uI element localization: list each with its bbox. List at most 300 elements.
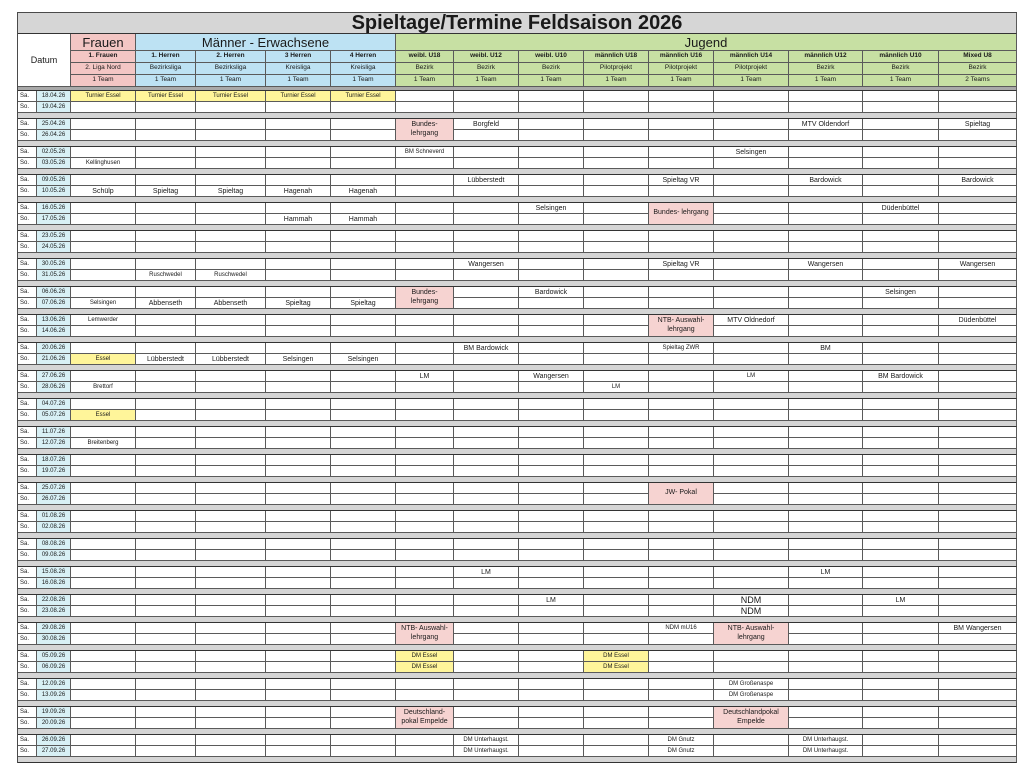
empty-cell: [519, 382, 584, 393]
empty-cell: [789, 550, 863, 561]
empty-cell: [331, 175, 396, 186]
empty-cell: [136, 539, 196, 550]
event-cell: Bardowick: [939, 175, 1017, 186]
empty-cell: [71, 259, 136, 270]
empty-cell: [863, 707, 939, 718]
empty-cell: [266, 427, 331, 438]
empty-cell: [714, 662, 789, 673]
event-cell: NTB- Auswahl- lehrgang: [396, 623, 454, 645]
event-cell: Düdenbüttel: [939, 315, 1017, 326]
day-label-so: So.: [18, 746, 37, 757]
day-label-sa: Sa.: [18, 231, 37, 242]
day-label-sa: Sa.: [18, 427, 37, 438]
date-cell: 16.08.26: [37, 578, 71, 589]
empty-cell: [71, 707, 136, 718]
empty-cell: [789, 522, 863, 533]
column-team-header: 4 Herren: [331, 51, 396, 63]
empty-cell: [863, 354, 939, 365]
empty-cell: [71, 147, 136, 158]
empty-cell: [71, 550, 136, 561]
empty-cell: [863, 175, 939, 186]
empty-cell: [136, 214, 196, 225]
date-cell: 27.06.26: [37, 371, 71, 382]
empty-cell: [196, 746, 266, 757]
empty-cell: [71, 578, 136, 589]
empty-cell: [454, 242, 519, 253]
empty-cell: [519, 158, 584, 169]
empty-cell: [789, 455, 863, 466]
empty-cell: [196, 259, 266, 270]
empty-cell: [863, 410, 939, 421]
empty-cell: [454, 595, 519, 606]
date-cell: 05.09.26: [37, 651, 71, 662]
empty-cell: [863, 606, 939, 617]
empty-cell: [331, 158, 396, 169]
column-team-header: 1. Frauen: [71, 51, 136, 63]
column-league-header: Bezirksliga: [196, 63, 266, 75]
date-cell: 05.07.26: [37, 410, 71, 421]
empty-cell: [939, 270, 1017, 281]
empty-cell: [519, 315, 584, 326]
empty-cell: [196, 578, 266, 589]
empty-cell: [266, 623, 331, 634]
empty-cell: [789, 91, 863, 102]
empty-cell: [863, 746, 939, 757]
event-cell: Selsingen: [519, 203, 584, 214]
empty-cell: [584, 119, 649, 130]
event-cell: DM Unterhaugst.: [454, 746, 519, 757]
empty-cell: [396, 399, 454, 410]
date-cell: 08.08.26: [37, 539, 71, 550]
empty-cell: [331, 242, 396, 253]
empty-cell: [714, 735, 789, 746]
empty-cell: [584, 746, 649, 757]
empty-cell: [649, 679, 714, 690]
empty-cell: [396, 203, 454, 214]
empty-cell: [454, 550, 519, 561]
empty-cell: [454, 382, 519, 393]
column-league-header: Bezirk: [519, 63, 584, 75]
empty-cell: [519, 399, 584, 410]
empty-cell: [396, 259, 454, 270]
empty-cell: [331, 662, 396, 673]
empty-cell: [396, 578, 454, 589]
empty-cell: [136, 623, 196, 634]
date-cell: 25.04.26: [37, 119, 71, 130]
empty-cell: [789, 595, 863, 606]
empty-cell: [863, 550, 939, 561]
empty-cell: [454, 522, 519, 533]
empty-cell: [714, 399, 789, 410]
empty-cell: [71, 662, 136, 673]
empty-cell: [196, 690, 266, 701]
empty-cell: [649, 158, 714, 169]
empty-cell: [196, 427, 266, 438]
event-cell: Bundes- lehrgang: [396, 119, 454, 141]
event-cell: Lübberstedt: [196, 354, 266, 365]
empty-cell: [331, 623, 396, 634]
datum-header: Datum: [18, 34, 71, 87]
empty-cell: [136, 651, 196, 662]
empty-cell: [196, 735, 266, 746]
empty-cell: [789, 679, 863, 690]
empty-cell: [331, 718, 396, 729]
empty-cell: [584, 522, 649, 533]
empty-cell: [454, 410, 519, 421]
empty-cell: [71, 735, 136, 746]
empty-cell: [454, 606, 519, 617]
empty-cell: [331, 511, 396, 522]
empty-cell: [939, 746, 1017, 757]
empty-cell: [584, 343, 649, 354]
empty-cell: [649, 707, 714, 718]
empty-cell: [266, 483, 331, 494]
day-label-sa: Sa.: [18, 371, 37, 382]
empty-cell: [331, 259, 396, 270]
empty-cell: [396, 427, 454, 438]
empty-cell: [584, 175, 649, 186]
date-cell: 30.08.26: [37, 634, 71, 645]
empty-cell: [454, 287, 519, 298]
empty-cell: [649, 662, 714, 673]
empty-cell: [649, 567, 714, 578]
empty-cell: [266, 399, 331, 410]
empty-cell: [331, 382, 396, 393]
event-cell: Selsingen: [863, 287, 939, 298]
empty-cell: [519, 550, 584, 561]
empty-cell: [584, 595, 649, 606]
empty-cell: [136, 231, 196, 242]
empty-cell: [939, 427, 1017, 438]
column-team-header: männlich U10: [863, 51, 939, 63]
empty-cell: [331, 567, 396, 578]
date-cell: 23.05.26: [37, 231, 71, 242]
day-label-so: So.: [18, 718, 37, 729]
empty-cell: [196, 522, 266, 533]
empty-cell: [939, 735, 1017, 746]
empty-cell: [714, 539, 789, 550]
event-cell: Spieltag VR: [649, 259, 714, 270]
empty-cell: [136, 410, 196, 421]
empty-cell: [789, 511, 863, 522]
empty-cell: [266, 550, 331, 561]
empty-cell: [863, 102, 939, 113]
date-cell: 30.05.26: [37, 259, 71, 270]
date-cell: 12.09.26: [37, 679, 71, 690]
empty-cell: [196, 466, 266, 477]
day-label-so: So.: [18, 298, 37, 309]
day-label-sa: Sa.: [18, 623, 37, 634]
empty-cell: [266, 662, 331, 673]
empty-cell: [454, 147, 519, 158]
event-cell: Lemwerder: [71, 315, 136, 326]
empty-cell: [71, 679, 136, 690]
event-cell: Spieltag: [196, 186, 266, 197]
empty-cell: [584, 298, 649, 309]
empty-cell: [939, 539, 1017, 550]
empty-cell: [454, 214, 519, 225]
empty-cell: [331, 522, 396, 533]
date-cell: 26.07.26: [37, 494, 71, 505]
column-count-header: 1 Team: [519, 75, 584, 87]
date-cell: 11.07.26: [37, 427, 71, 438]
empty-cell: [789, 326, 863, 337]
day-label-so: So.: [18, 382, 37, 393]
empty-cell: [939, 483, 1017, 494]
empty-cell: [863, 130, 939, 141]
column-count-header: 1 Team: [454, 75, 519, 87]
empty-cell: [714, 91, 789, 102]
empty-cell: [396, 466, 454, 477]
empty-cell: [863, 735, 939, 746]
empty-cell: [196, 634, 266, 645]
empty-cell: [789, 438, 863, 449]
event-cell: Selsingen: [331, 354, 396, 365]
empty-cell: [519, 427, 584, 438]
empty-cell: [396, 410, 454, 421]
day-label-so: So.: [18, 186, 37, 197]
column-team-header: männlich U12: [789, 51, 863, 63]
day-label-so: So.: [18, 158, 37, 169]
date-cell: 15.08.26: [37, 567, 71, 578]
day-label-sa: Sa.: [18, 343, 37, 354]
empty-cell: [136, 455, 196, 466]
empty-cell: [454, 102, 519, 113]
event-cell: DM Essel: [396, 662, 454, 673]
event-cell: Abbenseth: [136, 298, 196, 309]
empty-cell: [584, 455, 649, 466]
empty-cell: [714, 494, 789, 505]
empty-cell: [266, 438, 331, 449]
empty-cell: [454, 158, 519, 169]
empty-cell: [584, 634, 649, 645]
day-label-so: So.: [18, 578, 37, 589]
empty-cell: [789, 399, 863, 410]
empty-cell: [519, 354, 584, 365]
day-label-sa: Sa.: [18, 175, 37, 186]
empty-cell: [454, 511, 519, 522]
empty-cell: [266, 343, 331, 354]
empty-cell: [939, 651, 1017, 662]
event-cell: Turnier Essel: [136, 91, 196, 102]
empty-cell: [584, 102, 649, 113]
empty-cell: [649, 718, 714, 729]
day-label-sa: Sa.: [18, 315, 37, 326]
day-label-sa: Sa.: [18, 287, 37, 298]
empty-cell: [519, 438, 584, 449]
empty-cell: [331, 746, 396, 757]
empty-cell: [584, 399, 649, 410]
empty-cell: [584, 550, 649, 561]
empty-cell: [649, 634, 714, 645]
empty-cell: [266, 382, 331, 393]
date-cell: 20.09.26: [37, 718, 71, 729]
day-label-sa: Sa.: [18, 147, 37, 158]
empty-cell: [136, 382, 196, 393]
empty-cell: [454, 634, 519, 645]
empty-cell: [136, 718, 196, 729]
empty-cell: [714, 203, 789, 214]
column-team-header: 1. Herren: [136, 51, 196, 63]
empty-cell: [789, 466, 863, 477]
column-team-header: männlich U14: [714, 51, 789, 63]
empty-cell: [266, 371, 331, 382]
empty-cell: [136, 175, 196, 186]
column-league-header: Pilotprojekt: [714, 63, 789, 75]
empty-cell: [71, 343, 136, 354]
empty-cell: [939, 718, 1017, 729]
empty-cell: [939, 679, 1017, 690]
event-cell: LM: [519, 595, 584, 606]
empty-cell: [519, 270, 584, 281]
empty-cell: [196, 158, 266, 169]
empty-cell: [196, 371, 266, 382]
empty-cell: [266, 466, 331, 477]
empty-cell: [863, 270, 939, 281]
empty-cell: [196, 175, 266, 186]
empty-cell: [939, 707, 1017, 718]
empty-cell: [196, 410, 266, 421]
empty-cell: [136, 427, 196, 438]
empty-cell: [584, 287, 649, 298]
empty-cell: [649, 651, 714, 662]
empty-cell: [136, 735, 196, 746]
empty-cell: [196, 595, 266, 606]
empty-cell: [454, 326, 519, 337]
empty-cell: [649, 438, 714, 449]
empty-cell: [396, 91, 454, 102]
empty-cell: [136, 595, 196, 606]
empty-cell: [396, 690, 454, 701]
empty-cell: [331, 550, 396, 561]
empty-cell: [649, 455, 714, 466]
empty-cell: [789, 203, 863, 214]
empty-cell: [71, 511, 136, 522]
empty-cell: [266, 242, 331, 253]
empty-cell: [396, 270, 454, 281]
empty-cell: [519, 186, 584, 197]
empty-cell: [266, 539, 331, 550]
empty-cell: [939, 455, 1017, 466]
event-cell: DM Gnutz: [649, 746, 714, 757]
empty-cell: [939, 550, 1017, 561]
empty-cell: [939, 287, 1017, 298]
empty-cell: [714, 427, 789, 438]
empty-cell: [863, 651, 939, 662]
date-cell: 18.04.26: [37, 91, 71, 102]
empty-cell: [331, 203, 396, 214]
empty-cell: [789, 690, 863, 701]
empty-cell: [266, 606, 331, 617]
empty-cell: [714, 382, 789, 393]
day-label-sa: Sa.: [18, 735, 37, 746]
empty-cell: [519, 102, 584, 113]
day-label-sa: Sa.: [18, 91, 37, 102]
column-count-header: 1 Team: [71, 75, 136, 87]
event-cell: NTB- Auswahl- lehrgang: [649, 315, 714, 337]
empty-cell: [331, 130, 396, 141]
empty-cell: [939, 214, 1017, 225]
event-cell: DM Unterhaugst.: [789, 746, 863, 757]
empty-cell: [196, 242, 266, 253]
column-league-header: Pilotprojekt: [649, 63, 714, 75]
empty-cell: [863, 382, 939, 393]
empty-cell: [396, 679, 454, 690]
day-label-sa: Sa.: [18, 203, 37, 214]
empty-cell: [396, 214, 454, 225]
empty-cell: [863, 343, 939, 354]
date-cell: 19.04.26: [37, 102, 71, 113]
empty-cell: [863, 91, 939, 102]
empty-cell: [939, 326, 1017, 337]
empty-cell: [863, 494, 939, 505]
event-cell: JW- Pokal: [649, 483, 714, 505]
event-cell: Spieltag: [136, 186, 196, 197]
empty-cell: [454, 578, 519, 589]
empty-cell: [331, 147, 396, 158]
event-cell: Wangersen: [939, 259, 1017, 270]
empty-cell: [196, 651, 266, 662]
empty-cell: [863, 567, 939, 578]
empty-cell: [584, 371, 649, 382]
empty-cell: [136, 606, 196, 617]
day-label-so: So.: [18, 242, 37, 253]
event-cell: DM Unterhaugst.: [789, 735, 863, 746]
day-label-sa: Sa.: [18, 119, 37, 130]
empty-cell: [196, 539, 266, 550]
empty-cell: [331, 287, 396, 298]
empty-cell: [649, 606, 714, 617]
event-cell: Lübberstedt: [136, 354, 196, 365]
empty-cell: [584, 158, 649, 169]
empty-cell: [454, 718, 519, 729]
day-label-so: So.: [18, 354, 37, 365]
day-label-so: So.: [18, 662, 37, 673]
empty-cell: [396, 550, 454, 561]
empty-cell: [71, 651, 136, 662]
empty-cell: [396, 158, 454, 169]
empty-cell: [863, 186, 939, 197]
day-label-so: So.: [18, 270, 37, 281]
event-cell: Spieltag ZWR: [649, 343, 714, 354]
empty-cell: [714, 410, 789, 421]
empty-cell: [396, 175, 454, 186]
empty-cell: [789, 186, 863, 197]
empty-cell: [71, 203, 136, 214]
empty-cell: [714, 651, 789, 662]
empty-cell: [519, 147, 584, 158]
event-cell: NDM: [714, 595, 789, 606]
empty-cell: [863, 214, 939, 225]
empty-cell: [71, 130, 136, 141]
empty-cell: [136, 287, 196, 298]
empty-cell: [939, 567, 1017, 578]
empty-cell: [396, 326, 454, 337]
empty-cell: [331, 690, 396, 701]
empty-cell: [266, 175, 331, 186]
empty-cell: [789, 102, 863, 113]
event-cell: LM: [863, 595, 939, 606]
empty-cell: [519, 522, 584, 533]
empty-cell: [136, 567, 196, 578]
empty-cell: [584, 231, 649, 242]
event-cell: Wangersen: [519, 371, 584, 382]
event-cell: Deutschlandpokal Empelde: [714, 707, 789, 729]
empty-cell: [266, 690, 331, 701]
event-cell: Hammah: [266, 214, 331, 225]
column-league-header: 2. Liga Nord: [71, 63, 136, 75]
empty-cell: [789, 130, 863, 141]
